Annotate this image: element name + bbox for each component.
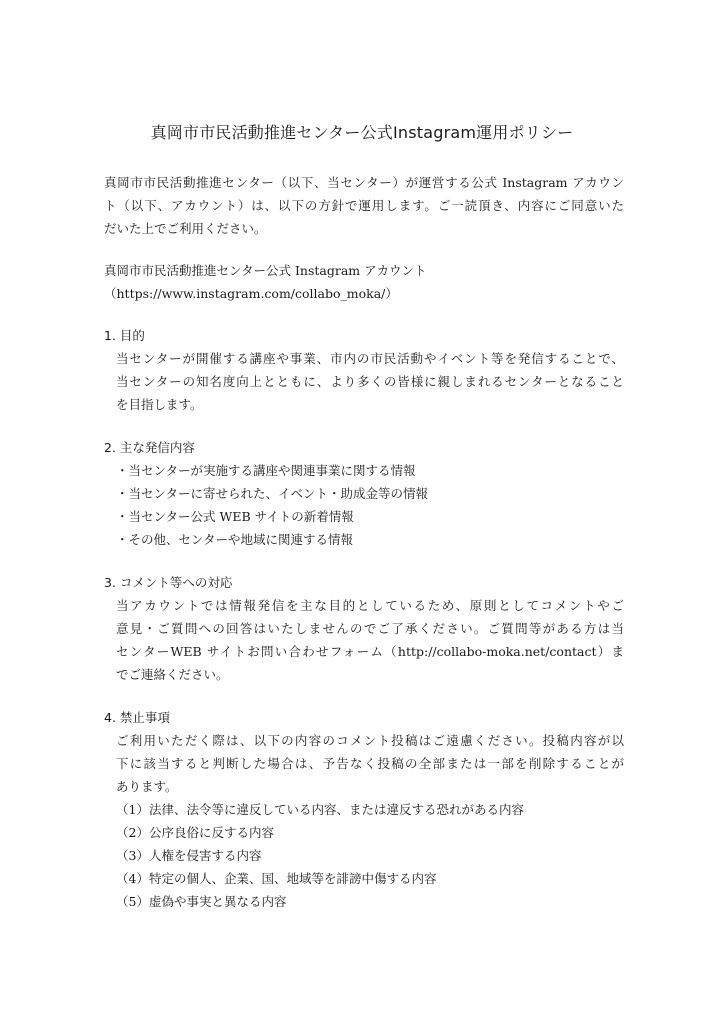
list-item: ・当センターに寄せられた、イベント・助成金等の情報 [116, 486, 429, 501]
list-item: ・その他、センターや地域に関連する情報 [116, 532, 354, 547]
section-line: あります。 [116, 779, 178, 794]
section-purpose [104, 324, 624, 416]
section-line: を目指します。 [116, 397, 203, 412]
list-item: （5）虚偽や事実と異なる内容 [116, 894, 287, 909]
intro-paragraph [104, 171, 624, 240]
page-title: 真岡市市民活動推進センター公式Instagram運用ポリシー [150, 123, 574, 142]
section-line: 当センターの知名度向上とともに、より多くの皆様に親しまれるセンターとなること [116, 374, 624, 389]
account-name: 真岡市市民活動推進センター公式 Instagram アカウント [104, 263, 427, 278]
section-line: 下に該当すると判断した場合は、予告なく投稿の全部または一部を削除することが [116, 756, 624, 771]
section-heading: 3. コメント等への対応 [104, 575, 233, 590]
account-info [104, 259, 624, 305]
section-line: 意見・ご質問への回答はいたしませんのでご了承ください。ご質問等がある方は当 [116, 621, 624, 636]
intro-line: 真岡市市民活動推進センター（以下、当センター）が運営する公式 Instagram アカウン [104, 175, 624, 190]
section-comments [104, 571, 624, 686]
section-heading: 1. 目的 [104, 328, 145, 343]
section-line: 当センターが開催する講座や事業、市内の市民活動やイベント等を発信することで、 [116, 351, 624, 366]
section-content [104, 436, 624, 551]
section-prohibited [104, 706, 624, 913]
section-heading: 4. 禁止事項 [104, 710, 170, 725]
list-item: ・当センター公式 WEB サイトの新着情報 [116, 509, 354, 524]
section-line: センターWEB サイトお問い合わせフォーム（http://collabo-moka.net/contact）ま [116, 644, 624, 659]
account-url: （https://www.instagram.com/collabo_moka/） [104, 286, 398, 301]
section-line: 当アカウントでは情報発信を主な目的としているため、原則としてコメントやご [116, 598, 624, 613]
list-item: ・当センターが実施する講座や関連事業に関する情報 [116, 463, 416, 478]
intro-line: ト（以下、アカウント）は、以下の方針で運用します。ご一読頂き、内容にご同意いた [104, 198, 624, 213]
intro-line: だいた上でご利用ください。 [104, 221, 267, 236]
section-line: ご利用いただく際は、以下の内容のコメント投稿はご遠慮ください。投稿内容が以 [116, 733, 624, 748]
section-line: でご連絡ください。 [116, 667, 229, 682]
list-item: （3）人権を侵害する内容 [116, 848, 262, 863]
section-heading: 2. 主な発信内容 [104, 440, 195, 455]
list-item: （4）特定の個人、企業、国、地域等を誹謗中傷する内容 [116, 871, 437, 886]
list-item: （1）法律、法令等に違反している内容、または違反する恐れがある内容 [116, 802, 524, 817]
list-item: （2）公序良俗に反する内容 [116, 825, 274, 840]
